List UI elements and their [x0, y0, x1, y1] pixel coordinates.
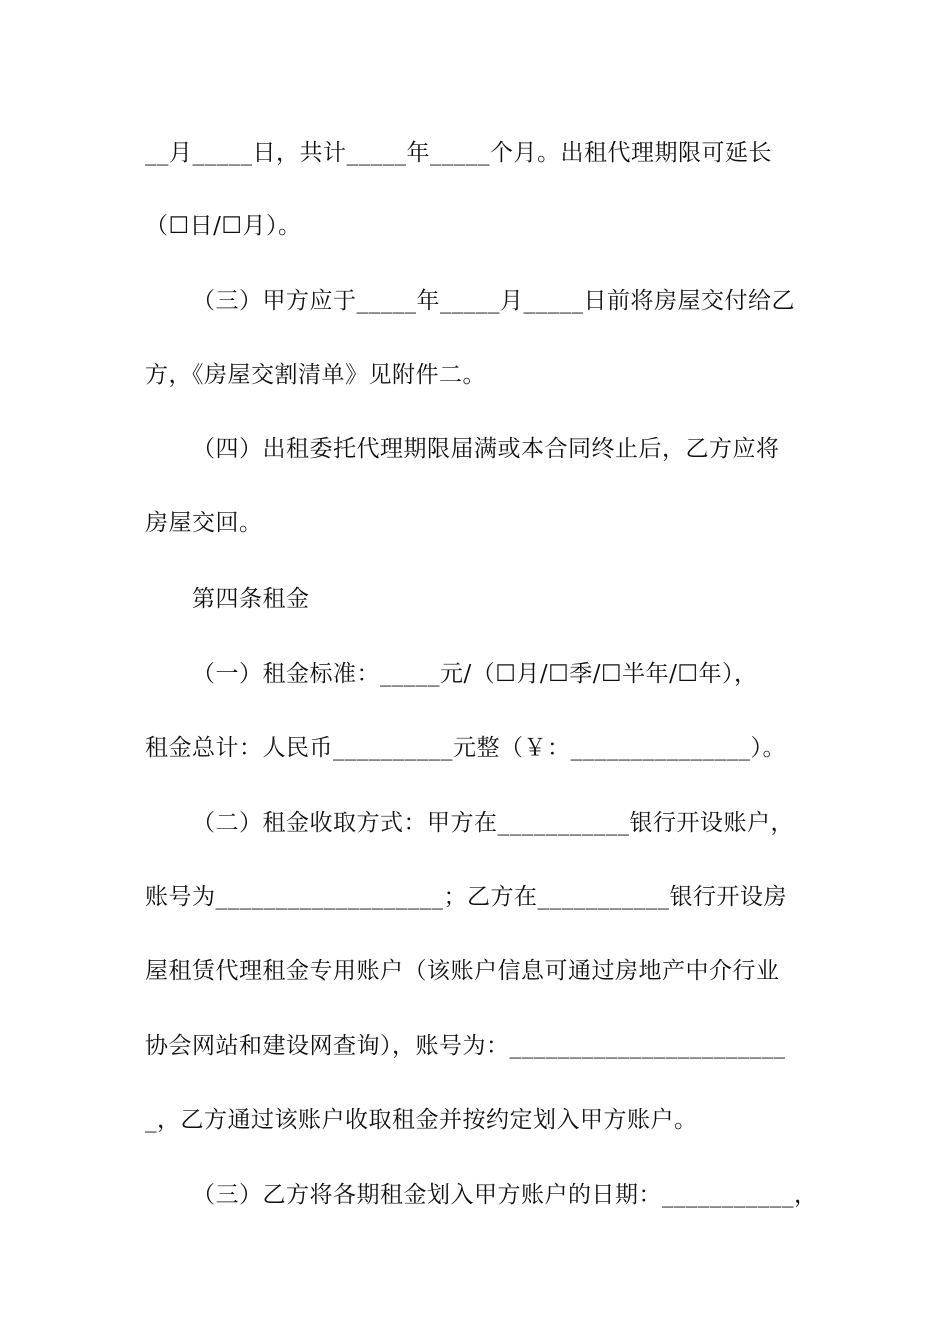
- rent-collection-line-4: 协会网站和建设网查询），账号为：_______________________: [145, 1033, 786, 1059]
- rent-standard-line-2: 租金总计：人民币__________元整（￥：_______________）。: [145, 735, 786, 761]
- clause-3-line-2: 方，《房屋交割清单》见附件二。: [145, 362, 486, 388]
- clause-4-line-2: 房屋交回。: [145, 510, 263, 536]
- rent-collection-line-3: 屋租赁代理租金专用账户（该账户信息可通过房地产中介行业: [145, 958, 780, 984]
- text-line-2: （☐日/☐月）。: [145, 213, 302, 239]
- clause-3-line-1: （三）甲方应于_____年_____月_____日前将房屋交付给乙: [192, 288, 795, 314]
- rent-collection-line-2: 账号为___________________；乙方在___________银行开设房: [145, 884, 787, 910]
- rent-collection-line-5: _，乙方通过该账户收取租金并按约定划入甲方账户。: [145, 1107, 698, 1133]
- clause-4-line-1: （四）出租委托代理期限届满或本合同终止后，乙方应将: [192, 436, 780, 462]
- transfer-date-line: （三）乙方将各期租金划入甲方账户的日期：___________，: [192, 1182, 818, 1208]
- article-4-heading: 第四条租金: [192, 586, 310, 612]
- rent-collection-line-1: （二）租金收取方式：甲方在___________银行开设账户，: [192, 810, 794, 836]
- rent-standard-line-1: （一）租金标准：_____元/（☐月/☐季/☐半年/☐年），: [192, 661, 758, 687]
- text-line-1: __月_____日，共计_____年_____个月。出租代理期限可延长: [145, 140, 772, 166]
